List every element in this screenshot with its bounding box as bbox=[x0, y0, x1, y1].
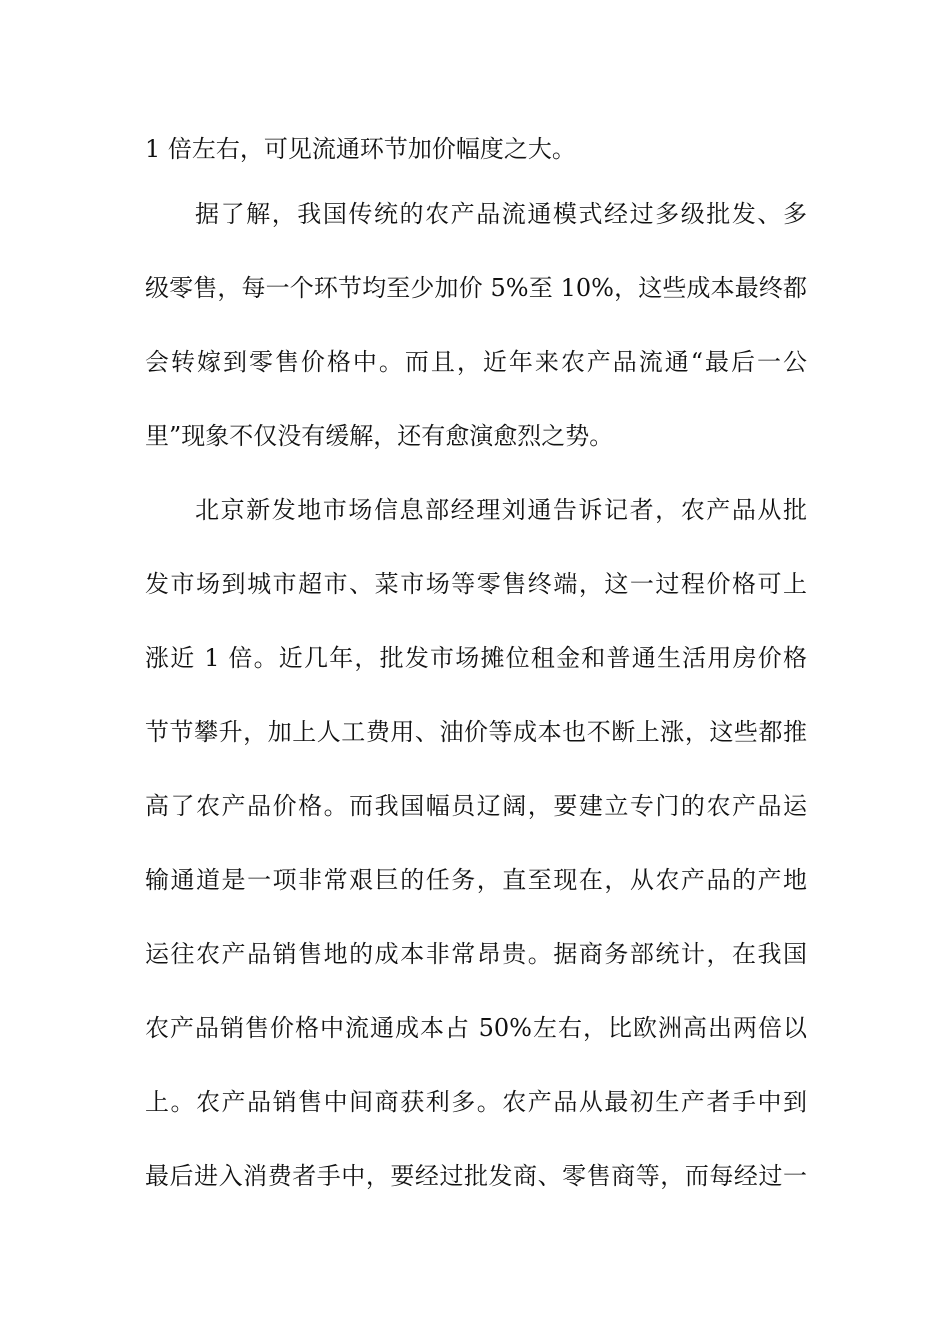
paragraph-line: 北京新发地市场信息部经理刘通告诉记者，农产品从批 bbox=[195, 496, 807, 524]
paragraph-line: 据了解，我国传统的农产品流通模式经过多级批发、多 bbox=[195, 200, 807, 228]
paragraph-line: 会转嫁到零售价格中。而且，近年来农产品流通“最后一公 bbox=[145, 348, 807, 376]
paragraph-line: 发市场到城市超市、菜市场等零售终端，这一过程价格可上 bbox=[145, 570, 807, 598]
paragraph-line: 节节攀升，加上人工费用、油价等成本也不断上涨，这些都推 bbox=[145, 718, 807, 746]
paragraph-line: 高了农产品价格。而我国幅员辽阔，要建立专门的农产品运 bbox=[145, 792, 807, 820]
paragraph-line: 运往农产品销售地的成本非常昂贵。据商务部统计，在我国 bbox=[145, 940, 807, 968]
paragraph-line: 农产品销售价格中流通成本占 50%左右，比欧洲高出两倍以 bbox=[145, 1014, 807, 1042]
paragraph-line: 涨近 1 倍。近几年，批发市场摊位租金和普通生活用房价格 bbox=[145, 644, 807, 672]
paragraph-line: 上。农产品销售中间商获利多。农产品从最初生产者手中到 bbox=[145, 1088, 807, 1116]
paragraph-line: 1 倍左右，可见流通环节加价幅度之大。 bbox=[145, 135, 576, 163]
paragraph-line: 最后进入消费者手中，要经过批发商、零售商等，而每经过一 bbox=[145, 1162, 807, 1190]
paragraph-line: 级零售，每一个环节均至少加价 5%至 10%，这些成本最终都 bbox=[145, 274, 807, 302]
paragraph-line: 里”现象不仅没有缓解，还有愈演愈烈之势。 bbox=[145, 422, 614, 450]
paragraph-line: 输通道是一项非常艰巨的任务，直至现在，从农产品的产地 bbox=[145, 866, 807, 894]
